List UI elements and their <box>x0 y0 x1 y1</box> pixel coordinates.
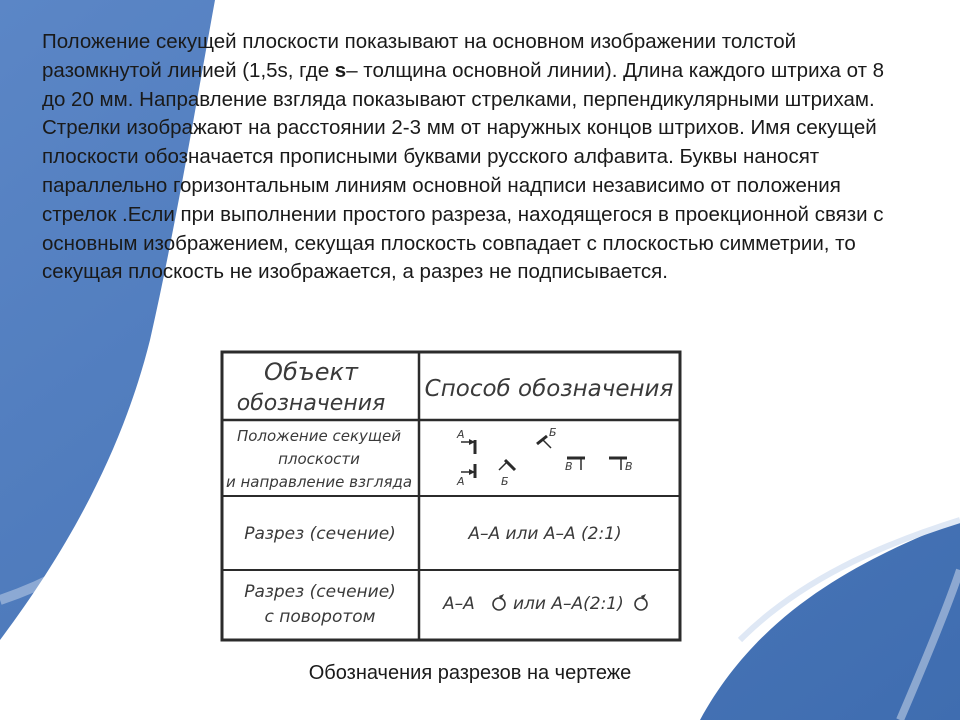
body-part1: Положение секущей плоскости показывают на основном изображении толстой разомкнутой линией (1,5s, где <box>42 30 797 82</box>
symbol-letter-a-top: А <box>457 428 465 441</box>
symbol-letter-b-right: Б <box>549 426 557 439</box>
header-method: Способ обозначения <box>424 376 674 402</box>
row1-object-line3: и направление взгляда <box>225 473 413 491</box>
figure-caption: Обозначения разрезов на чертеже <box>308 662 632 684</box>
designation-table-figure <box>207 346 685 658</box>
row3-method-part2: или А–А(2:1) <box>513 594 624 614</box>
symbol-letter-v-right: В <box>625 460 633 473</box>
row3-object-line2: с поворотом <box>264 607 376 627</box>
row2-method: А–А или А–А (2:1) <box>468 524 622 544</box>
row2-object: Разрез (сечение) <box>244 524 396 544</box>
symbol-letter-b-left: Б <box>501 475 509 488</box>
symbol-letter-a-bottom: А <box>457 475 465 488</box>
body-bold-s: s <box>334 58 347 82</box>
row1-object-line1: Положение секущей <box>236 427 402 445</box>
designation-table <box>207 346 685 658</box>
body-part2: – толщина основной линии). Длина каждого штриха от 8 до 20 мм. Направление взгляда показывают стрелками, перпендикулярными штрихам. Стрелки изображают на расстоянии 2-3 мм от наружных концов штрихов. Имя секущей плоскости обозначается прописными буквами русского алфавита. Буквы наносят параллельно горизонтальным линиям основной надписи независимо от положения стрелок .Если при выполнении простого разреза, находящегося в проекционной связи с основным изображением, секущая плоскость совпадает с плоскостью симметрии, то секущая плоскость не изображается, а разрез не подписывается. <box>42 58 885 284</box>
header-object-line2: обозначения <box>236 391 386 416</box>
row3-method-part1: А–А <box>443 594 475 614</box>
symbol-letter-v-left: В <box>565 460 573 473</box>
body-paragraph <box>42 28 912 287</box>
header-object-line1: Объект <box>264 358 358 386</box>
row1-object-line2: плоскости <box>278 450 360 468</box>
row3-object-line1: Разрез (сечение) <box>244 582 396 602</box>
